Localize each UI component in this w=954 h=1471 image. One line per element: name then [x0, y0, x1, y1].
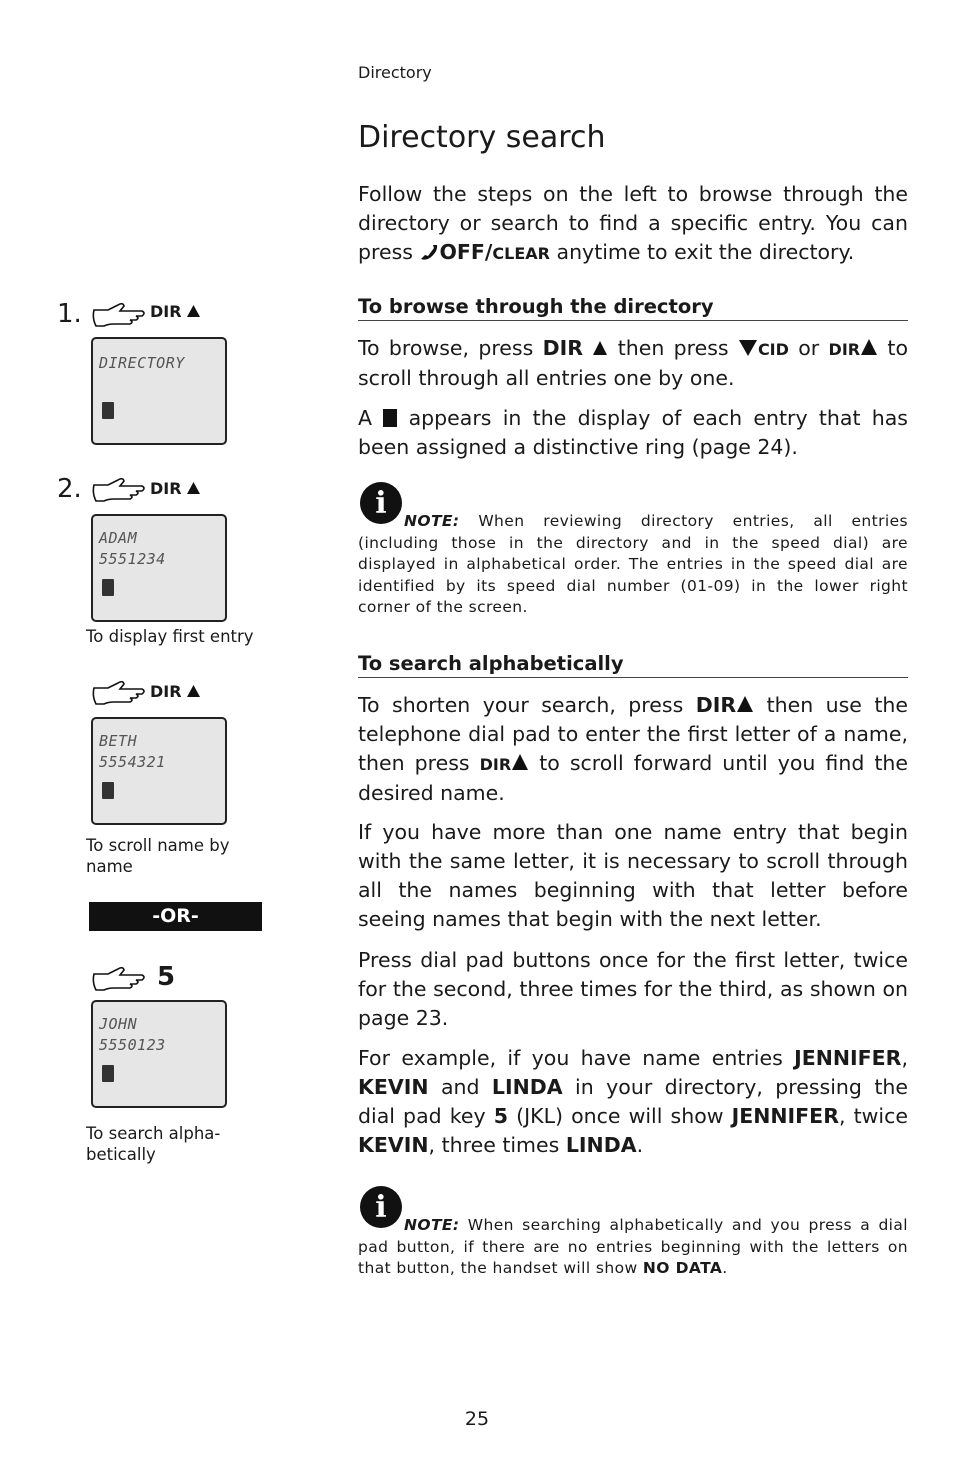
lcd-line-1: BETH: [99, 732, 138, 750]
browse-text: appears in the display of each entry that has been assigned a distinctive ring (page 24).: [358, 406, 908, 459]
step-key: [150, 479, 200, 498]
search-text: .: [636, 1133, 644, 1157]
browse-text: To browse, press: [358, 336, 543, 360]
search-text: and: [428, 1075, 492, 1099]
dir-key-label: DIR: [479, 755, 512, 774]
or-divider: -OR-: [89, 902, 262, 931]
search-text: to scroll forward until you find the desired name.: [358, 751, 908, 805]
browse-note: [358, 511, 908, 619]
step-caption: To display first entry: [86, 627, 254, 646]
up-arrow-icon: [736, 691, 754, 720]
search-paragraph-4: [358, 1044, 908, 1160]
phone-off-icon: [419, 240, 439, 264]
note-label: NOTE:: [404, 512, 460, 530]
browse-paragraph-1: [358, 334, 908, 393]
battery-icon: [102, 402, 114, 419]
search-heading: To search alphabetically: [358, 652, 908, 678]
down-arrow-icon: [738, 334, 758, 363]
pointing-hand-icon: [90, 475, 146, 509]
lcd-screen: [91, 514, 227, 622]
browse-text: to scroll through all entries one by one.: [358, 336, 908, 390]
search-text: (JKL) once will show: [507, 1104, 732, 1128]
battery-icon: [102, 579, 114, 596]
dir-key-label: DIR: [695, 693, 737, 717]
up-arrow-icon: [187, 682, 200, 701]
search-text: in your directory, pressing the dial pad key: [358, 1075, 908, 1128]
step-caption: To search alpha-betically: [86, 1124, 221, 1164]
search-text: , twice: [838, 1104, 908, 1128]
up-arrow-icon: [860, 334, 878, 363]
search-paragraph-2: If you have more than one name entry that begin with the same letter, it is necessary to scroll through all the names beginning with that letter before seeing names that begin with the next letter.: [358, 820, 908, 931]
lcd-line-2: 5554321: [99, 753, 166, 771]
name-jennifer: JENNIFER: [794, 1046, 902, 1070]
key-five: 5: [493, 1104, 508, 1128]
page-number: 25: [464, 1408, 490, 1430]
note-text: When reviewing directory entries, all entries (including those in the directory and in the speed dial) are displayed in alphabetical order. The entries in the speed dial are identified by its speed dial number (01-09) in the lower right corner of the screen.: [358, 512, 908, 616]
browse-text: A: [358, 406, 384, 430]
dir-key-label: DIR: [542, 336, 584, 360]
info-icon: i: [360, 482, 402, 524]
page-title: Directory search: [358, 120, 606, 155]
lcd-screen: [91, 1000, 227, 1108]
cid-key-label: CID: [757, 340, 789, 359]
up-arrow-icon: [187, 479, 200, 498]
name-linda: LINDA: [491, 1075, 563, 1099]
note-text: .: [722, 1259, 728, 1277]
intro-text-a: Follow the steps on the left to browse through the directory or search to find a specific entry. You can press: [358, 182, 908, 264]
search-note: [358, 1215, 908, 1280]
browse-text: then press: [608, 336, 738, 360]
browse-heading: To browse through the directory: [358, 295, 908, 321]
lcd-screen: [91, 717, 227, 825]
pointing-hand-icon: [90, 678, 146, 712]
battery-icon: [102, 782, 114, 799]
dir-key-label: DIR: [150, 302, 182, 321]
browse-text: or: [788, 336, 829, 360]
off-key-label: OFF/: [439, 240, 493, 264]
search-paragraph-1: [358, 691, 908, 808]
lcd-line-2: 5550123: [99, 1036, 166, 1054]
battery-icon: [102, 1065, 114, 1082]
name-jennifer: JENNIFER: [731, 1104, 839, 1128]
note-text: When searching alphabetically and you press a dial pad button, if there are no entries beginning with the letters on that button, the handset will show: [358, 1216, 908, 1277]
lcd-line-1: DIRECTORY: [99, 354, 185, 372]
distinctive-ring-icon: [383, 409, 397, 427]
step-key: 5: [157, 962, 176, 992]
search-text: ,: [901, 1046, 908, 1070]
no-data-label: NO DATA: [642, 1259, 723, 1277]
lcd-screen: [91, 337, 227, 445]
browse-paragraph-2: [358, 404, 908, 462]
lcd-line-1: ADAM: [99, 529, 138, 547]
step-key: [150, 682, 200, 701]
clear-key-label: CLEAR: [492, 244, 550, 263]
step-caption: To scroll name by name: [86, 836, 230, 876]
pointing-hand-icon: [90, 300, 146, 334]
info-icon: i: [360, 1186, 402, 1228]
name-linda: LINDA: [565, 1133, 637, 1157]
intro-paragraph: [358, 180, 908, 268]
name-kevin: KEVIN: [358, 1075, 429, 1099]
search-text: then use the telephone dial pad to enter the first letter of a name, then press: [358, 693, 908, 775]
dir-key-label: DIR: [150, 682, 182, 701]
step-number: 2.: [57, 474, 82, 504]
lcd-line-2: 5551234: [99, 550, 166, 568]
step-number: 1.: [57, 299, 82, 329]
intro-text-b: anytime to exit the directory.: [549, 240, 855, 264]
dir-key-label: DIR: [828, 340, 861, 359]
dir-key-label: DIR: [150, 479, 182, 498]
search-text: For example, if you have name entries: [358, 1046, 795, 1070]
lcd-line-1: JOHN: [99, 1015, 138, 1033]
section-label: Directory: [358, 63, 432, 82]
note-label: NOTE:: [404, 1216, 460, 1234]
up-arrow-icon: [187, 302, 200, 321]
up-arrow-icon: [511, 749, 529, 778]
search-paragraph-3: Press dial pad buttons once for the first letter, twice for the second, three times for the third, as shown on page 23.: [358, 948, 908, 1030]
search-text: , three times: [428, 1133, 566, 1157]
search-text: To shorten your search, press: [358, 693, 696, 717]
step-key: [150, 302, 200, 321]
up-arrow-icon: [592, 334, 608, 363]
pointing-hand-icon: [90, 964, 146, 998]
name-kevin: KEVIN: [358, 1133, 429, 1157]
